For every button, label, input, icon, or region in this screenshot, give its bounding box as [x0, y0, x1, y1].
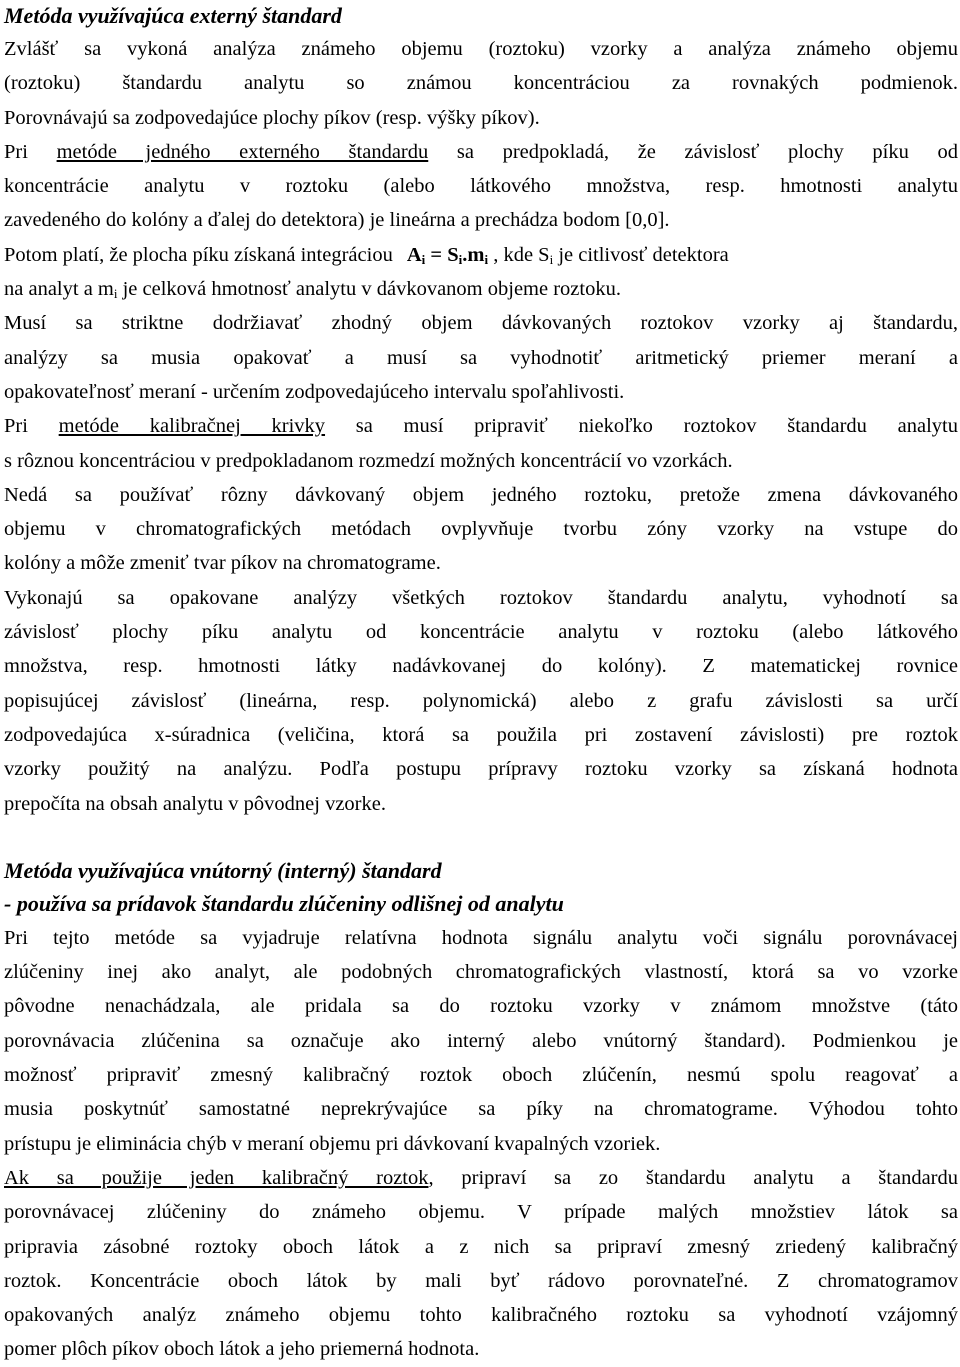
paragraph-external-intro	[4, 32, 958, 135]
paragraph-line: pomer plôch píkov oboch látok a jeho priemerná hodnota.	[4, 1338, 480, 1361]
paragraph-line: pripravia zásobné roztoky oboch látok a z nich sa pripraví zmesný zriedený kalibračný	[4, 1235, 958, 1258]
text-run: , pripraví sa zo štandardu analytu a štandardu	[428, 1166, 958, 1189]
formula-part: = S	[425, 243, 459, 266]
paragraph-internal-method	[4, 921, 958, 1161]
paragraph-line: zodpovedajúca x-súradnica (veličina, ktorá sa použila pri zostavení závislosti) pre roztok	[4, 723, 958, 746]
paragraph-line: popisujúcej závislosť (lineárna, resp. polynomická) alebo z grafu závislosti sa určí	[4, 689, 958, 712]
paragraph-line: opakovateľnosť meraní - určením zodpovedajúceho intervalu spoľahlivosti.	[4, 380, 625, 403]
formula-subscript: i	[458, 251, 463, 267]
formula-subscript: i	[484, 251, 489, 267]
formula-subscript: i	[421, 251, 426, 267]
formula-part: .m	[462, 243, 485, 266]
paragraph-single-calibration-solution	[4, 1161, 958, 1367]
paragraph-line: Zvlášť sa vykoná analýza známeho objemu (roztoku) vzorky a analýza známeho objemu	[4, 38, 958, 60]
paragraph-line: Porovnávajú sa zodpovedajúce plochy píkov (resp. výšky píkov).	[4, 106, 540, 129]
paragraph-line: Pri tejto metóde sa vyjadruje relatívna hodnota signálu analytu voči signálu porovnávacej	[4, 926, 958, 949]
term-calibration-curve: metóde kalibračnej krivky	[58, 415, 326, 438]
paragraph-line	[4, 135, 958, 169]
paragraph-line: Vykonajú sa opakovane analýzy všetkých roztokov štandardu analytu, vyhodnotí sa	[4, 586, 958, 609]
text-run: Potom platí, že plocha píku získaná integráciou	[4, 243, 393, 266]
term-single-external-standard: metóde jedného externého štandardu	[56, 140, 429, 163]
paragraph-line	[4, 272, 958, 306]
paragraph-line: zlúčeniny inej ako analyt, ale podobných chromatografických vlastností, ktorá sa vo vzorke	[4, 961, 958, 984]
paragraph-line: prepočíta na obsah analytu v pôvodnej vzorke.	[4, 792, 386, 815]
text-run: je celková hmotnosť analytu v dávkovanom objeme roztoku.	[117, 278, 621, 301]
paragraph-line: zavedeného do kolóny a ďalej do detektora) je lineárna a prechádza bodom [0,0].	[4, 209, 670, 232]
paragraph-single-external-standard	[4, 135, 958, 306]
paragraph-line	[4, 1161, 958, 1195]
paragraph-line: porovnávacej zlúčeniny do známeho objemu. V prípade malých množstiev látok sa	[4, 1201, 958, 1224]
paragraph-line: možnosť pripraviť zmesný kalibračný roztok oboch zlúčenín, nesmú spolu reagovať a	[4, 1064, 958, 1087]
paragraph-repeated-analyses	[4, 581, 958, 821]
paragraph-line: Nedá sa používať rôzny dávkovaný objem jedného roztoku, pretože zmena dávkovaného	[4, 483, 958, 506]
subscript: i	[113, 286, 118, 302]
paragraph-line: opakovaných analýz známeho objemu tohto kalibračného roztoku sa vyhodnotí vzájomný	[4, 1304, 958, 1327]
text-run: Pri	[4, 140, 57, 163]
paragraph-line-formula	[4, 238, 958, 272]
text-run: na analyt a m	[4, 278, 114, 301]
paragraph-line: objemu v chromatografických metódach ovplyvňuje tvorbu zóny vzorky na vstupe do	[4, 518, 958, 541]
text-run: je citlivosť detektora	[553, 243, 729, 266]
formula-part: A	[406, 243, 422, 266]
paragraph-line: kolóny a môže zmeniť tvar píkov na chromatograme.	[4, 552, 441, 575]
paragraph-calibration-curve	[4, 409, 958, 478]
paragraph-line: pôvodne nenachádzala, ale pridala sa do roztoku vzorky v známom množstve (táto	[4, 995, 958, 1018]
paragraph-injection-volume	[4, 478, 958, 581]
subscript: i	[549, 251, 554, 267]
paragraph-line: Musí sa striktne dodržiavať zhodný objem dávkovaných roztokov vzorky aj štandardu,	[4, 312, 958, 335]
paragraph-line: s rôznou koncentráciou v predpokladanom rozmedzí možných koncentrácií vo vzorkách.	[4, 449, 733, 472]
paragraph-line: porovnávacia zlúčenina sa označuje ako interný alebo vnútorný štandard). Podmienkou je	[4, 1029, 958, 1052]
paragraph-line: koncentrácie analytu v roztoku (alebo látkového množstva, resp. hmotnosti analytu	[4, 175, 958, 198]
text-run: Pri	[4, 415, 59, 438]
paragraph-line: vzorky použitý na analýzu. Podľa postupu prípravy roztoku vzorky sa získaná hodnota	[4, 758, 958, 781]
text-run: sa musí pripraviť niekoľko roztokov štandardu analytu	[325, 415, 958, 438]
text-run: sa predpokladá, že závislosť plochy píku od	[428, 140, 958, 163]
paragraph-line	[4, 409, 958, 443]
paragraph-repeatability	[4, 306, 958, 409]
paragraph-line: prístupu je eliminácia chýb v meraní objemu pri dávkovaní kvapalných vzoriek.	[4, 1132, 661, 1155]
formula	[407, 244, 488, 266]
paragraph-line: závislosť plochy píku analytu od koncentrácie analytu v roztoku (alebo látkového	[4, 621, 958, 644]
text-run: , kde S	[488, 243, 550, 266]
term-single-calibration-solution: Ak sa použije jeden kalibračný roztok	[4, 1166, 429, 1189]
paragraph-line: množstva, resp. hmotnosti látky nadávkovanej do kolóny). Z matematickej rovnice	[4, 655, 958, 678]
paragraph-line: roztok. Koncentrácie oboch látok by mali byť rádovo porovnateľné. Z chromatogramov	[4, 1269, 958, 1292]
section-external-standard-heading: Metóda využívajúca externý štandard	[4, 3, 342, 28]
paragraph-line: analýzy sa musia opakovať a musí sa vyhodnotiť aritmetický priemer meraní a	[4, 346, 958, 369]
section-internal-standard-heading: Metóda využívajúca vnútorný (interný) štandard	[4, 857, 442, 883]
paragraph-line: (roztoku) štandardu analytu so známou koncentráciou za rovnakých podmienok.	[4, 72, 958, 95]
section-internal-standard-subheading: - používa sa prídavok štandardu zlúčeniny odlišnej od analytu	[4, 890, 564, 916]
paragraph-line: musia poskytnúť samostatné neprekrývajúce sa píky na chromatograme. Výhodou tohto	[4, 1098, 958, 1121]
